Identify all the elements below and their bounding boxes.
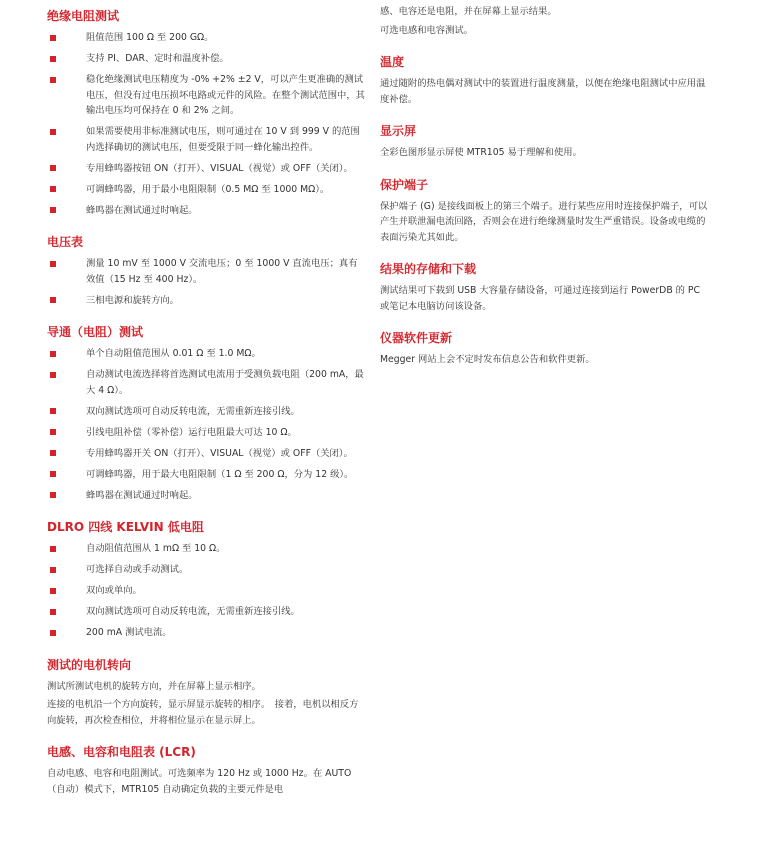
bullet-square-icon [50, 492, 56, 498]
bullet-square-icon [50, 35, 56, 41]
list-item: 支持 PI、DAR、定时和温度补偿。 [47, 51, 365, 67]
list-item: 专用蜂鸣器开关 ON（打开）、VISUAL（视觉）或 OFF（关闭）。 [47, 446, 365, 462]
list-item: 稳化绝缘测试电压精度为 -0% +2% ±2 V，可以产生更准确的测试电压，但没有过电压损坏电路或元件的风险。在整个测试范围中，其输出电压均可保持在 0 和 2% 之间。 [47, 72, 365, 119]
list-item: 可选择自动或手动测试。 [47, 562, 365, 578]
section-storage-download [380, 261, 710, 314]
paragraph: 可选电感和电容测试。 [380, 24, 473, 36]
list-item: 双向测试选项可自动反转电流，无需重新连接引线。 [47, 404, 365, 420]
bullet-list [47, 256, 365, 308]
paragraph: 测试所测试电机的旋转方向，并在屏幕上显示相序。 [47, 680, 261, 692]
paragraph: 感、电容还是电阻，并在屏幕上显示结果。 [380, 6, 557, 17]
section-title: 温度 [380, 55, 405, 69]
section-title: 绝缘电阻测试 [47, 9, 120, 23]
bullet-square-icon [50, 588, 56, 594]
bullet-square-icon [50, 297, 56, 303]
bullet-square-icon [50, 408, 56, 414]
bullet-square-icon [50, 567, 56, 573]
bullet-square-icon [50, 609, 56, 615]
section-title: 导通（电阻）测试 [47, 325, 144, 339]
section-display [380, 123, 710, 161]
paragraph: 保护端子 (G) 是接线面板上的第三个端子。进行某些应用时连接保护端子，可以产生并联泄漏电流回路，否则会在进行绝缘测量时发生严重错误。设备或电缆的表面污染尤其如此。 [380, 200, 708, 243]
bullet-square-icon [50, 207, 56, 213]
left-column [47, 8, 365, 813]
bullet-list [47, 541, 365, 641]
list-item: 双向或单向。 [47, 583, 365, 599]
bullet-square-icon [50, 450, 56, 456]
paragraph: 连接的电机沿一个方向旋转，显示屏显示旋转的相序。 接着，电机以相反方向旋转，再次检查相位，并将相位显示在显示屏上。 [47, 699, 359, 726]
bullet-square-icon [50, 165, 56, 171]
right-column [380, 4, 710, 384]
list-item: 双向测试选项可自动反转电流，无需重新连接引线。 [47, 604, 365, 620]
list-item: 自动阻值范围从 1 mΩ 至 10 Ω。 [47, 541, 365, 557]
list-item: 单个自动阻值范围从 0.01 Ω 至 1.0 MΩ。 [47, 346, 365, 362]
section-title: 显示屏 [380, 124, 417, 138]
list-item: 专用蜂鸣器按钮 ON（打开）、VISUAL（视觉）或 OFF（关闭）。 [47, 161, 365, 177]
section-guard-terminal [380, 177, 710, 246]
list-item: 引线电阻补偿（零补偿）运行电阻最大可达 10 Ω。 [47, 425, 365, 441]
bullet-square-icon [50, 186, 56, 192]
bullet-square-icon [50, 546, 56, 552]
bullet-square-icon [50, 56, 56, 62]
section-dlro [47, 519, 365, 641]
bullet-square-icon [50, 429, 56, 435]
list-item: 可调蜂鸣器，用于最小电阻限制（0.5 MΩ 至 1000 MΩ）。 [47, 182, 365, 198]
paragraph: 通过随附的热电偶对测试中的装置进行温度测量，以便在绝缘电阻测试中应用温度补偿。 [380, 78, 706, 105]
list-item: 测量 10 mV 至 1000 V 交流电压；0 至 1000 V 直流电压；真有效值（15 Hz 至 400 Hz）。 [47, 256, 365, 287]
section-insulation-resistance [47, 8, 365, 218]
section-temperature [380, 54, 710, 107]
list-item: 三相电源和旋转方向。 [47, 293, 365, 309]
list-item: 可调蜂鸣器，用于最大电阻限制（1 Ω 至 200 Ω，分为 12 级）。 [47, 467, 365, 483]
section-title: 电感、电容和电阻表 (LCR) [47, 745, 196, 759]
section-title: 测试的电机转向 [47, 657, 132, 672]
paragraph: 测试结果可下载到 USB 大容量存储设备，可通过连接到运行 PowerDB 的 PC 或笔记本电脑访问该设备。 [380, 285, 701, 312]
paragraph: 全彩色图形显示屏使 MTR105 易于理解和使用。 [380, 147, 582, 158]
section-lcr [47, 744, 365, 797]
section-title: 结果的存储和下载 [380, 262, 477, 276]
section-title: 电压表 [47, 235, 84, 249]
paragraph: Megger 网站上会不定时发布信息公告和软件更新。 [380, 354, 595, 365]
bullet-square-icon [50, 77, 56, 83]
list-item: 蜂鸣器在测试通过时响起。 [47, 203, 365, 219]
section-motor-rotation [47, 657, 365, 729]
bullet-square-icon [50, 372, 56, 378]
section-voltmeter [47, 234, 365, 308]
list-item: 如果需要使用非标准测试电压，则可通过在 10 V 到 999 V 的范围内选择确切的测试电压，但要受限于同一蜂化输出控件。 [47, 124, 365, 155]
bullet-square-icon [50, 351, 56, 357]
list-item: 自动测试电流选择将首选测试电流用于受测负载电阻（200 mA，最大 4 Ω）。 [47, 367, 365, 398]
bullet-list [47, 30, 365, 218]
bullet-square-icon [50, 630, 56, 636]
list-item: 200 mA 测试电流。 [47, 625, 365, 641]
list-item: 阻值范围 100 Ω 至 200 GΩ。 [47, 30, 365, 46]
section-firmware-update [380, 330, 710, 368]
section-title: 保护端子 [380, 177, 429, 192]
bullet-square-icon [50, 471, 56, 477]
bullet-square-icon [50, 261, 56, 267]
section-title: 仪器软件更新 [380, 331, 453, 345]
section-continuity [47, 324, 365, 503]
bullet-square-icon [50, 129, 56, 135]
section-lcr-continued [380, 4, 710, 38]
bullet-list [47, 346, 365, 503]
list-item: 蜂鸣器在测试通过时响起。 [47, 488, 365, 504]
paragraph: 自动电感、电容和电阻测试。可选频率为 120 Hz 或 1000 Hz。在 AUTO（自动）模式下，MTR105 自动确定负载的主要元件是电 [47, 768, 352, 795]
section-title: DLRO 四线 KELVIN 低电阻 [47, 520, 204, 534]
